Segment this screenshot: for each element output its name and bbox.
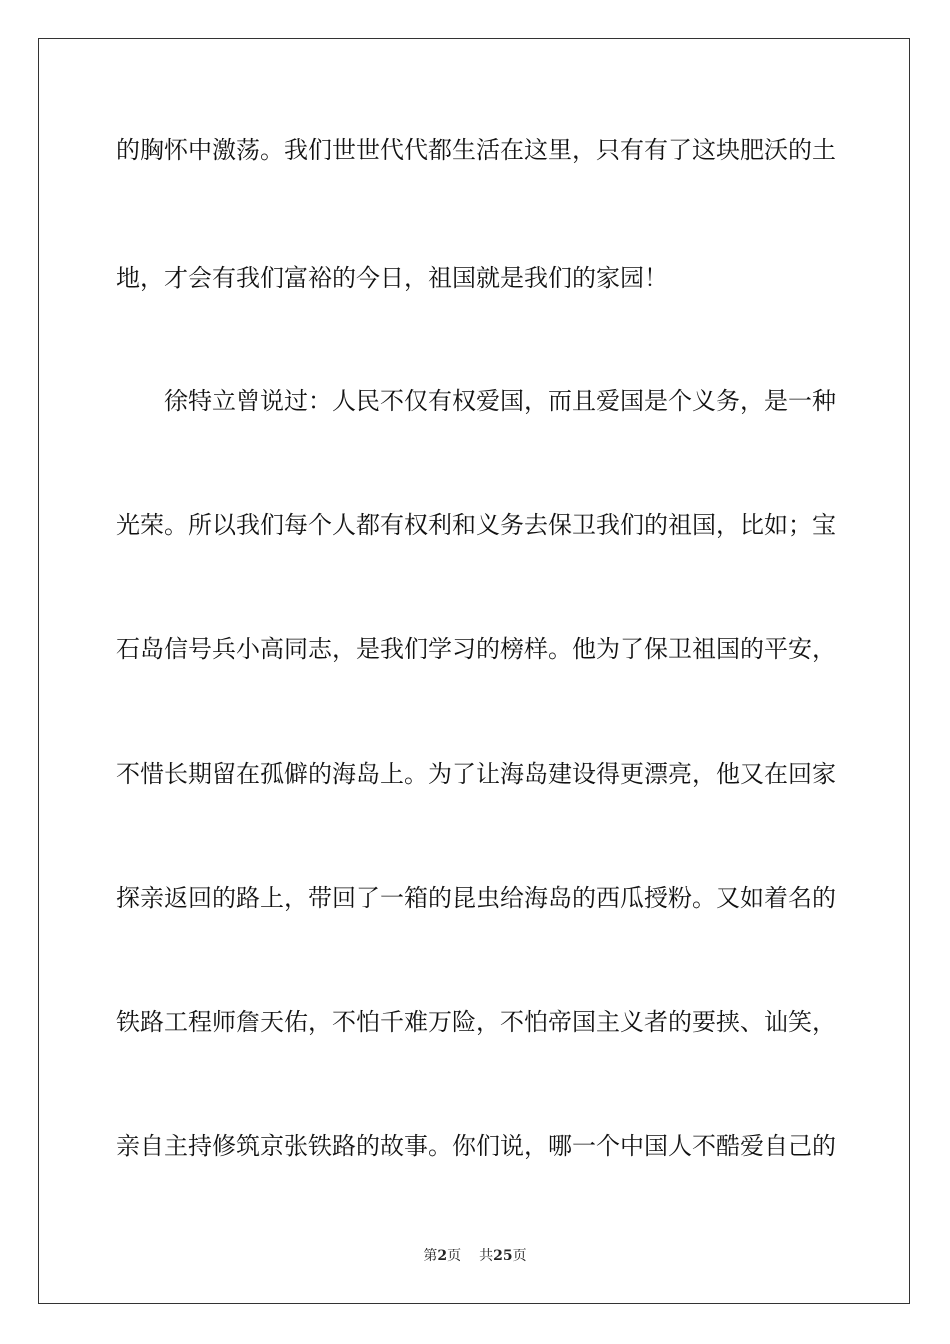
body-line-9: 亲自主持修筑京张铁路的故事。你们说，哪一个中国人不酷爱自己的 bbox=[116, 1132, 836, 1160]
body-line-2: 地，才会有我们富裕的今日，祖国就是我们的家园！ bbox=[116, 264, 668, 292]
body-line-1: 的胸怀中激荡。我们世世代代都生活在这里，只有有了这块肥沃的土 bbox=[116, 136, 836, 164]
page-footer bbox=[0, 1247, 950, 1265]
footer-page-number: 2 bbox=[437, 1248, 448, 1264]
footer-total-pages: 25 bbox=[493, 1248, 513, 1264]
body-line-6: 不惜长期留在孤僻的海岛上。为了让海岛建设得更漂亮，他又在回家 bbox=[116, 760, 836, 788]
body-line-4: 光荣。所以我们每个人都有权利和义务去保卫我们的祖国，比如；宝 bbox=[116, 511, 836, 539]
body-line-5: 石岛信号兵小高同志，是我们学习的榜样。他为了保卫祖国的平安， bbox=[116, 635, 836, 663]
footer-total-prefix: 共 bbox=[479, 1248, 494, 1264]
footer-page-suffix: 页 bbox=[447, 1248, 462, 1264]
body-line-7: 探亲返回的路上，带回了一箱的昆虫给海岛的西瓜授粉。又如着名的 bbox=[116, 884, 836, 912]
page-border bbox=[38, 38, 910, 1304]
body-line-8: 铁路工程师詹天佑，不怕千难万险，不怕帝国主义者的要挟、讪笑， bbox=[116, 1008, 836, 1036]
footer-total-suffix: 页 bbox=[512, 1248, 527, 1264]
footer-page-prefix: 第 bbox=[423, 1248, 438, 1264]
body-line-3: 徐特立曾说过：人民不仅有权爱国，而且爱国是个义务，是一种 bbox=[164, 387, 836, 415]
